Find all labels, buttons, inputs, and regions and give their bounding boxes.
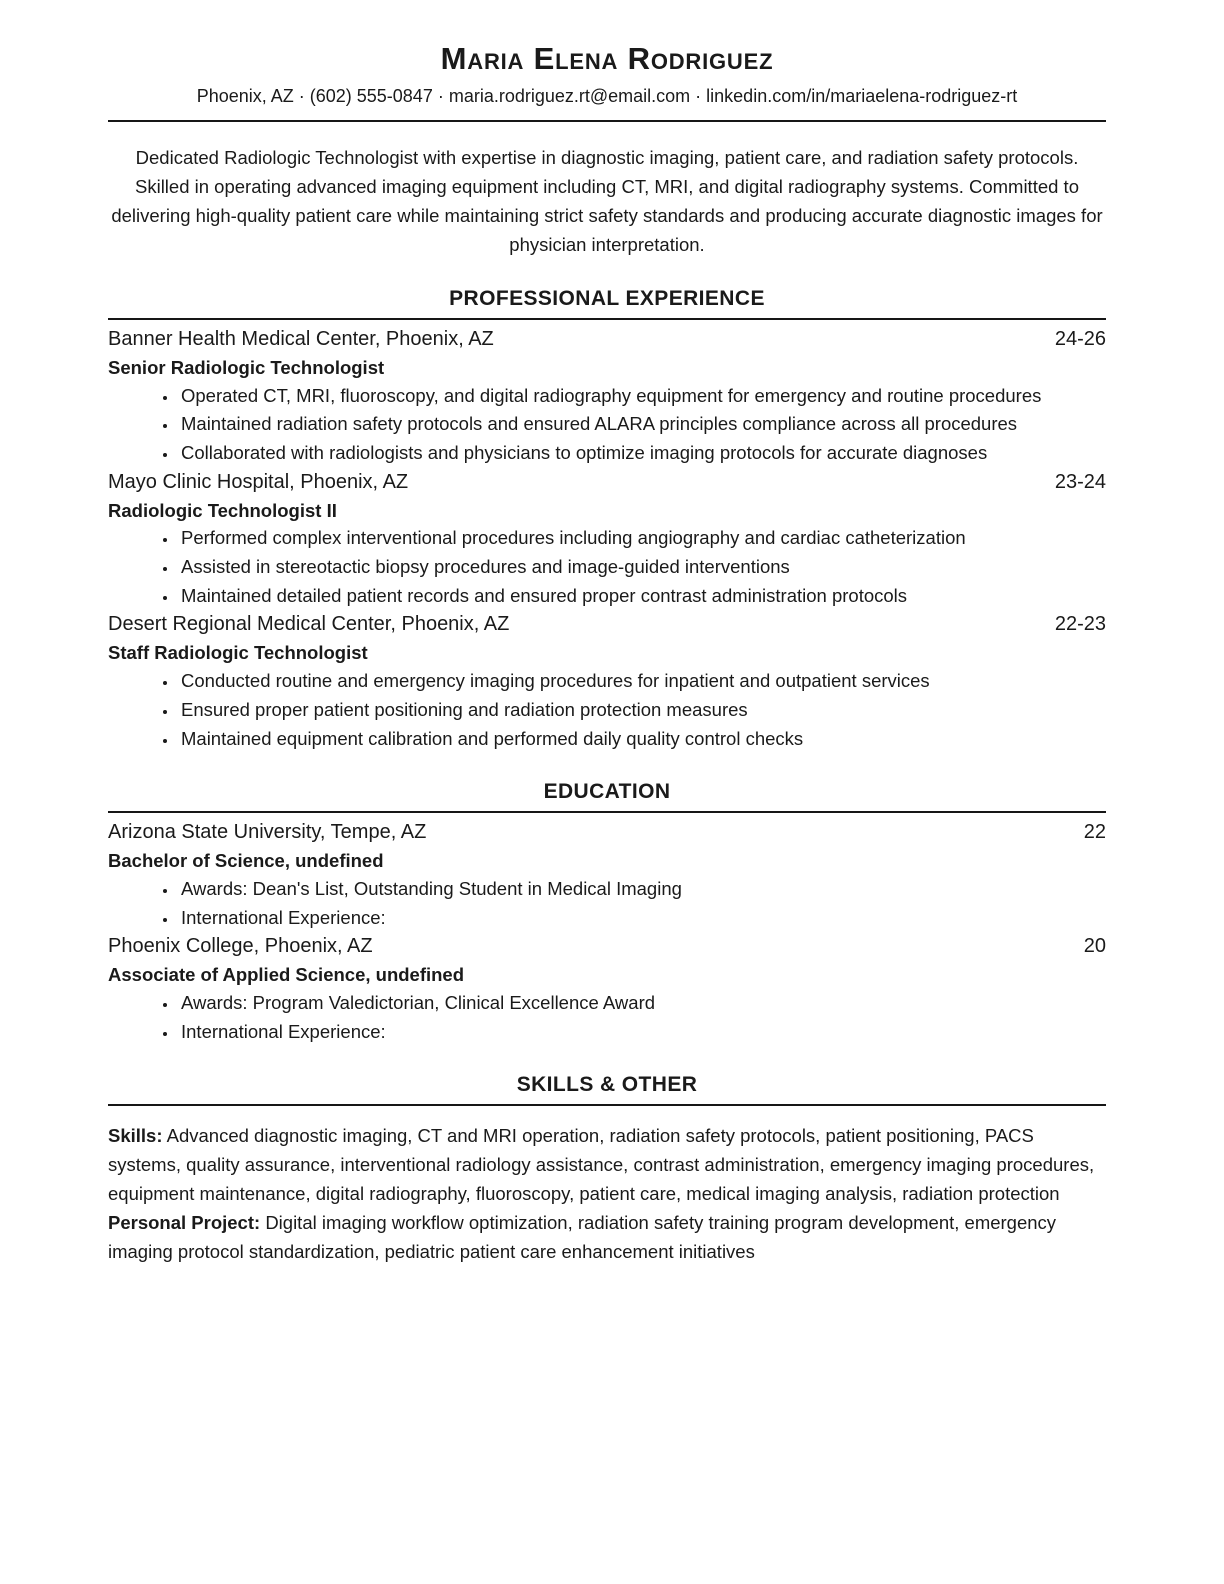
education-entries bbox=[108, 818, 1106, 1046]
section-title-experience: PROFESSIONAL EXPERIENCE bbox=[108, 287, 1106, 320]
personal-project-paragraph bbox=[108, 1209, 1106, 1267]
skills-text: Advanced diagnostic imaging, CT and MRI operation, radiation safety protocols, patient positioning, PACS systems, quality assurance, interventional radiology assistance, contrast administration, emergency imaging procedures, equipment maintenance, digital radiography, fluoroscopy, patient care, medical imaging analysis, radiation protection bbox=[108, 1125, 1095, 1205]
entry-role: Radiologic Technologist II bbox=[108, 499, 337, 521]
entry-header bbox=[108, 468, 1106, 497]
entry-role: Senior Radiologic Technologist bbox=[108, 356, 385, 378]
entry-role: Staff Radiologic Technologist bbox=[108, 642, 368, 664]
entry-organization: Mayo Clinic Hospital, Phoenix, AZ bbox=[108, 470, 409, 493]
bullet-item: • Maintained detailed patient records and ensured proper contrast administration protocols bbox=[178, 582, 1106, 611]
bullet-item: • Assisted in stereotactic biopsy procedures and image-guided interventions bbox=[178, 553, 1106, 582]
bullet-item: • Maintained radiation safety protocols and ensured ALARA principles compliance across all procedures bbox=[178, 410, 1106, 439]
entry-bullet-list bbox=[108, 989, 1106, 1046]
skills-label: Skills: bbox=[108, 1125, 163, 1147]
entry-dates: 22 bbox=[1083, 821, 1106, 844]
entry-header bbox=[108, 932, 1106, 961]
experience-section bbox=[108, 287, 1106, 753]
entry-bullet-list bbox=[108, 875, 1106, 932]
personal-project-label: Personal Project: bbox=[108, 1211, 261, 1233]
bullet-item: • Ensured proper patient positioning and radiation protection measures bbox=[178, 696, 1106, 725]
personal-project-text: Digital imaging workflow optimization, radiation safety training program development, emergency imaging protocol standardization, pediatric patient care enhancement initiatives bbox=[108, 1211, 1057, 1262]
experience-entries bbox=[108, 325, 1106, 753]
bullet-item: • Performed complex interventional procedures including angiography and cardiac catheterization bbox=[178, 524, 1106, 553]
entry-role: Bachelor of Science, undefined bbox=[108, 850, 384, 872]
bullet-item: • Awards: Program Valedictorian, Clinical Excellence Award bbox=[178, 989, 1106, 1018]
experience-entry bbox=[108, 468, 1106, 611]
skills-section bbox=[108, 1073, 1106, 1266]
header-divider bbox=[108, 120, 1106, 122]
entry-header bbox=[108, 325, 1106, 354]
education-section bbox=[108, 780, 1106, 1046]
education-entry bbox=[108, 818, 1106, 932]
entry-dates: 20 bbox=[1083, 935, 1106, 958]
section-title-education: EDUCATION bbox=[108, 780, 1106, 813]
entry-dates: 22-23 bbox=[1054, 613, 1106, 636]
entry-role: Associate of Applied Science, undefined bbox=[108, 964, 465, 986]
entry-header bbox=[108, 818, 1106, 847]
bullet-item: • Maintained equipment calibration and performed daily quality control checks bbox=[178, 725, 1106, 754]
bullet-item: • Conducted routine and emergency imaging procedures for inpatient and outpatient services bbox=[178, 667, 1106, 696]
entry-bullet-list bbox=[108, 524, 1106, 610]
bullet-item: • International Experience: bbox=[178, 1018, 1106, 1047]
bullet-item: • Operated CT, MRI, fluoroscopy, and digital radiography equipment for emergency and routine procedures bbox=[178, 382, 1106, 411]
person-name: Maria Elena Rodriguez bbox=[440, 41, 774, 76]
entry-bullet-list bbox=[108, 382, 1106, 468]
education-entry bbox=[108, 932, 1106, 1046]
bullet-item: • Collaborated with radiologists and physicians to optimize imaging protocols for accurate diagnoses bbox=[178, 439, 1106, 468]
entry-organization: Phoenix College, Phoenix, AZ bbox=[108, 935, 373, 958]
entry-dates: 23-24 bbox=[1054, 470, 1106, 493]
bullet-item: • International Experience: bbox=[178, 904, 1106, 933]
entry-dates: 24-26 bbox=[1054, 327, 1106, 350]
entry-organization: Arizona State University, Tempe, AZ bbox=[108, 821, 427, 844]
skills-paragraph bbox=[108, 1122, 1106, 1209]
summary-paragraph: Dedicated Radiologic Technologist with expertise in diagnostic imaging, patient care, and radiation safety protocols. Skilled in operating advanced imaging equipment including CT, MRI, and digital radiography systems. Committed to delivering high-quality patient care while maintaining strict safety standards and producing accurate diagnostic images for physician interpretation. bbox=[111, 147, 1103, 256]
entry-organization: Desert Regional Medical Center, Phoenix, AZ bbox=[108, 613, 510, 636]
entry-organization: Banner Health Medical Center, Phoenix, AZ bbox=[108, 327, 494, 350]
entry-header bbox=[108, 610, 1106, 639]
bullet-item: • Awards: Dean's List, Outstanding Student in Medical Imaging bbox=[178, 875, 1106, 904]
skills-block bbox=[108, 1122, 1106, 1266]
contact-line: Phoenix, AZ · (602) 555-0847 · maria.rodriguez.rt@email.com · linkedin.com/in/mariaelena-rodriguez-rt bbox=[196, 86, 1018, 107]
experience-entry bbox=[108, 610, 1106, 753]
experience-entry bbox=[108, 325, 1106, 468]
section-title-skills: SKILLS & OTHER bbox=[108, 1073, 1106, 1106]
entry-bullet-list bbox=[108, 667, 1106, 753]
